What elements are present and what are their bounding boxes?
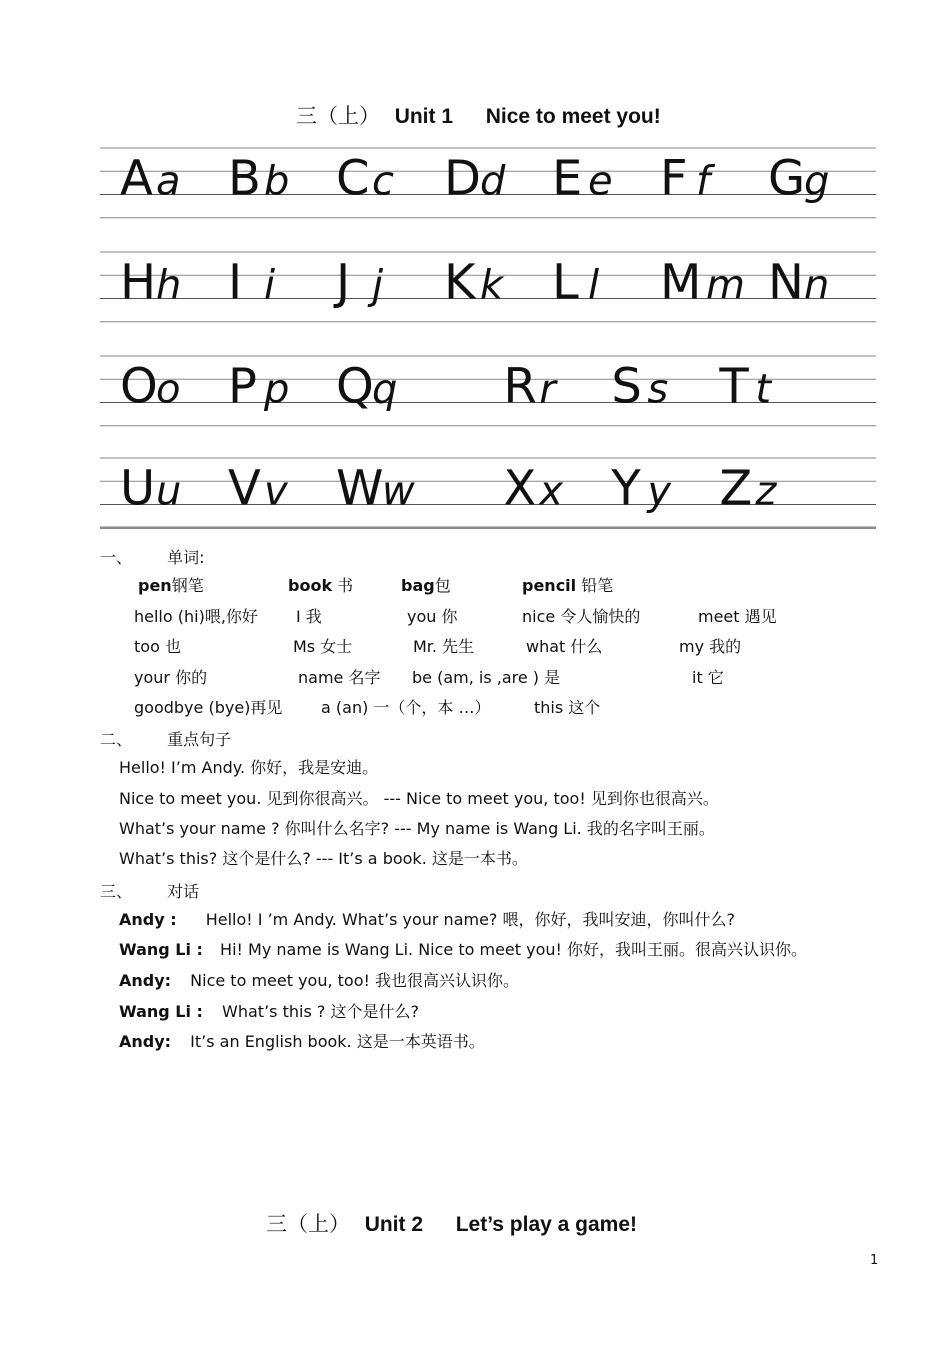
lowercase-letter: z xyxy=(755,468,777,515)
lowercase-letter: x xyxy=(539,468,564,515)
lowercase-letter: o xyxy=(156,366,181,413)
lowercase-letter: s xyxy=(647,366,669,413)
uppercase-letter: F xyxy=(660,150,688,207)
dialogue-text: Hi! My name is Wang Li. Nice to meet you! 你好，我叫王丽。很高兴认识你。 xyxy=(220,940,808,959)
section1-title: 单词: xyxy=(167,548,205,567)
dialogue-line-2 xyxy=(119,940,807,960)
uppercase-letter: X xyxy=(503,460,537,517)
unit1-title-cn: 三（上） xyxy=(296,104,380,128)
dialogue-speaker: Andy : xyxy=(119,910,177,929)
dialogue-text: It’s an English book. 这是一本英语书。 xyxy=(190,1032,485,1051)
sentence-3: What’s your name ? 你叫什么名字? --- My name is Wang Li. 我的名字叫王丽。 xyxy=(119,819,715,838)
word-nice: nice 令人愉快的 xyxy=(522,607,641,626)
lowercase-letter: m xyxy=(706,262,745,309)
section2-title: 重点句子 xyxy=(167,730,232,749)
uppercase-letter: S xyxy=(611,358,642,415)
word-name: name 名字 xyxy=(298,668,381,687)
uppercase-letter: G xyxy=(768,150,806,207)
alphabet-sheet xyxy=(100,138,876,538)
uppercase-letter: H xyxy=(120,254,157,311)
uppercase-letter: A xyxy=(120,150,153,207)
word-it: it 它 xyxy=(692,668,724,687)
word-pencil: pencil 铅笔 xyxy=(522,576,614,595)
dialogue-speaker: Wang Li : xyxy=(119,1002,203,1021)
uppercase-letter: O xyxy=(120,358,158,415)
word-a-an: a (an) 一（个，本 …） xyxy=(321,698,491,717)
word-bag: bag包 xyxy=(401,576,451,595)
unit2-title-name: Let’s play a game! xyxy=(455,1213,638,1236)
lowercase-letter: p xyxy=(264,366,290,413)
unit1-title xyxy=(296,100,661,130)
section2-number: 二、 xyxy=(100,730,133,749)
dialogue-line-4 xyxy=(119,1002,419,1022)
lowercase-letter: l xyxy=(588,262,600,309)
uppercase-letter: V xyxy=(228,460,261,517)
word-pen: pen钢笔 xyxy=(138,576,204,595)
section3-heading xyxy=(100,879,199,902)
section3-title: 对话 xyxy=(167,882,200,901)
section1-number: 一、 xyxy=(100,548,133,567)
uppercase-letter: I xyxy=(228,254,243,311)
uppercase-letter: U xyxy=(120,460,156,517)
uppercase-letter: T xyxy=(719,358,749,415)
uppercase-letter: J xyxy=(336,254,351,311)
lowercase-letter: t xyxy=(755,366,772,413)
word-meet: meet 遇见 xyxy=(698,607,777,626)
word-your: your 你的 xyxy=(134,668,208,687)
uppercase-letter: N xyxy=(768,254,804,311)
unit2-title xyxy=(266,1208,637,1238)
uppercase-letter: C xyxy=(336,150,370,207)
lowercase-letter: d xyxy=(480,158,506,205)
unit1-title-name: Nice to meet you! xyxy=(485,105,661,128)
dialogue-line-3 xyxy=(119,971,519,991)
page-number: 1 xyxy=(870,1253,879,1268)
uppercase-letter: M xyxy=(660,254,702,311)
section2-heading xyxy=(100,727,231,750)
lowercase-letter: f xyxy=(696,158,711,205)
word-i: I 我 xyxy=(296,607,322,626)
word-you: you 你 xyxy=(407,607,458,626)
lowercase-letter: r xyxy=(539,366,556,413)
word-hello: hello (hi)喂,你好 xyxy=(134,607,258,626)
dialogue-line-5 xyxy=(119,1032,485,1052)
lowercase-letter: j xyxy=(372,262,384,309)
lowercase-letter: u xyxy=(156,468,182,515)
uppercase-letter: E xyxy=(552,150,583,207)
dialogue-text: Hello! I ’m Andy. What’s your name? 喂，你好，我叫安迪，你叫什么? xyxy=(205,910,735,929)
section1-heading xyxy=(100,545,205,568)
lowercase-letter: v xyxy=(264,468,288,515)
lowercase-letter: c xyxy=(372,158,394,205)
word-this: this 这个 xyxy=(534,698,601,717)
section3-number: 三、 xyxy=(100,882,133,901)
word-book: book 书 xyxy=(288,576,354,595)
dialogue-speaker: Wang Li : xyxy=(119,940,203,959)
uppercase-letter: D xyxy=(444,150,481,207)
lowercase-letter: g xyxy=(804,158,830,205)
word-be: be (am, is ,are ) 是 xyxy=(412,668,561,687)
uppercase-letter: P xyxy=(228,358,257,415)
lowercase-letter: a xyxy=(156,158,181,205)
uppercase-letter: L xyxy=(552,254,579,311)
dialogue-text: Nice to meet you, too! 我也很高兴认识你。 xyxy=(190,971,520,990)
dialogue-speaker: Andy: xyxy=(119,1032,172,1051)
lowercase-letter: q xyxy=(372,366,398,413)
uppercase-letter: B xyxy=(228,150,261,207)
lowercase-letter: b xyxy=(264,158,290,205)
unit1-title-unit: Unit 1 xyxy=(394,105,454,128)
uppercase-letter: Y xyxy=(611,460,641,517)
word-what: what 什么 xyxy=(526,637,603,656)
word-my: my 我的 xyxy=(679,637,742,656)
lowercase-letter: n xyxy=(804,262,830,309)
alphabet-lines xyxy=(100,138,876,538)
lowercase-letter: e xyxy=(588,158,613,205)
unit2-title-cn: 三（上） xyxy=(266,1212,350,1236)
sentence-1: Hello! I’m Andy. 你好，我是安迪。 xyxy=(119,758,379,777)
sentence-2: Nice to meet you. 见到你很高兴。 --- Nice to meet you, too! 见到你也很高兴。 xyxy=(119,789,719,808)
word-goodbye: goodbye (bye)再见 xyxy=(134,698,283,717)
lowercase-letter: k xyxy=(480,262,504,309)
dialogue-line-1 xyxy=(119,910,735,930)
dialogue-speaker: Andy: xyxy=(119,971,172,990)
uppercase-letter: W xyxy=(336,460,384,517)
sentence-4: What’s this? 这个是什么? --- It’s a book. 这是一本书。 xyxy=(119,849,528,868)
lowercase-letter: y xyxy=(647,468,672,515)
uppercase-letter: R xyxy=(503,358,537,415)
uppercase-letter: Q xyxy=(336,358,374,415)
uppercase-letter: K xyxy=(444,254,476,311)
lowercase-letter: h xyxy=(156,262,182,309)
uppercase-letter: Z xyxy=(719,460,753,517)
word-too: too 也 xyxy=(134,637,181,656)
lowercase-letter: i xyxy=(264,262,276,309)
dialogue-text: What’s this ? 这个是什么? xyxy=(222,1002,419,1021)
unit2-title-unit: Unit 2 xyxy=(364,1213,424,1236)
lowercase-letter: w xyxy=(382,468,415,515)
word-ms: Ms 女士 xyxy=(293,637,353,656)
word-mr: Mr. 先生 xyxy=(413,637,475,656)
